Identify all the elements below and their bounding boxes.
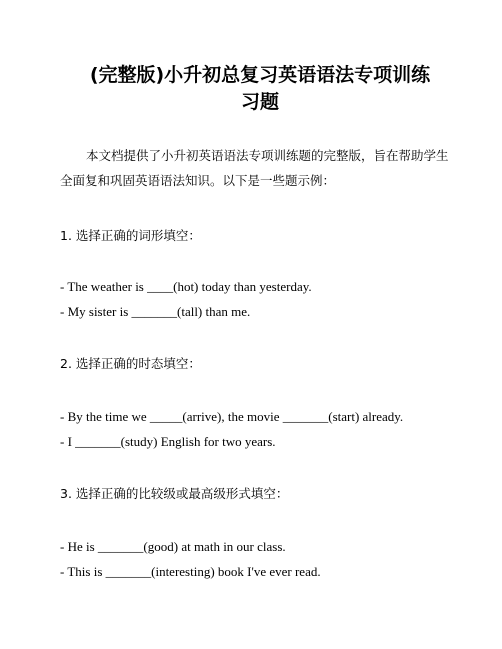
title-line-1: (完整版)小升初总复习英语语法专项训练 xyxy=(89,64,431,86)
section-2-item-1: - By the time we _____(arrive), the movie _______(start) already. xyxy=(60,409,404,424)
section-1-item-2: - My sister is _______(tall) than me. xyxy=(60,304,251,319)
intro-paragraph: 本文档提供了小升初英语语法专项训练题的完整版，旨在帮助学生全面复和巩固英语语法知识。以下是一些题示例： xyxy=(60,148,449,188)
section-2-item-2: - I _______(study) English for two years. xyxy=(60,434,276,449)
section-3-item-2: - This is _______(interesting) book I've ever read. xyxy=(60,564,321,579)
document-title xyxy=(60,62,460,116)
section-2-heading: 2. 选择正确的时态填空： xyxy=(60,356,201,371)
title-line-2: 习题 xyxy=(240,91,279,113)
section-1-heading: 1. 选择正确的词形填空： xyxy=(60,228,201,243)
section-1-item-1: - The weather is ____(hot) today than yesterday. xyxy=(60,279,312,294)
section-3-heading: 3. 选择正确的比较级或最高级形式填空： xyxy=(60,486,289,501)
section-3-item-1: - He is _______(good) at math in our class. xyxy=(60,539,286,554)
